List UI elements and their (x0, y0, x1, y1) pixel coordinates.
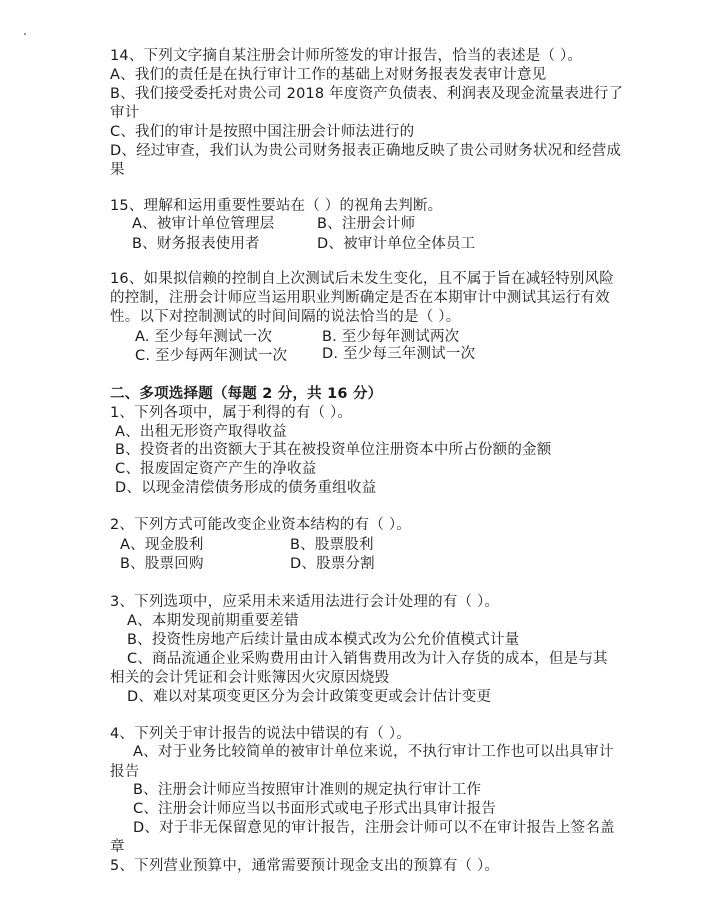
q16-stem: 16、如果拟信赖的控制自上次测试后未发生变化，且不属于旨在减轻特别风险 (110, 271, 614, 287)
q15-option-d: D、被审计单位全体员工 (317, 236, 476, 252)
mc-q4-stem: 4、下列关于审计报告的说法中错误的有（ ）。 (110, 726, 411, 742)
q14-option-d: D、经过审查，我们认为贵公司财务报表正确地反映了贵公司财务状况和经营成 (110, 143, 622, 159)
mc-q2-option-c: B、股票回购 (120, 556, 204, 572)
mc-q3-option-a: A、本期发现前期重要差错 (127, 613, 299, 629)
mc-q3-stem: 3、下列选项中，应采用未来适用法进行会计处理的有（ ）。 (110, 594, 500, 610)
q14-option-c: C、我们的审计是按照中国注册会计师法进行的 (110, 124, 415, 140)
scan-speck (24, 33, 26, 35)
q14-stem: 14、下列文字摘自某注册会计师所签发的审计报告，恰当的表述是（ ）。 (110, 48, 583, 64)
q14-option-a: A、我们的责任是在执行审计工作的基础上对财务报表发表审计意见 (110, 67, 547, 83)
q16-option-d: D. 至少每三年测试一次 (322, 346, 476, 362)
q14-option-b: B、我们接受委托对贵公司 2018 年度资产负债表、利润表及现金流量表进行了 (110, 86, 624, 102)
mc-q4-option-d: D、对于非无保留意见的审计报告，注册会计师可以不在审计报告上签名盖 (133, 820, 615, 836)
mc-q4-option-c: C、注册会计师应当以书面形式或电子形式出具审计报告 (133, 801, 497, 817)
mc-q2-stem: 2、下列方式可能改变企业资本结构的有（ ）。 (110, 517, 411, 533)
q16-stem-line3: 性。以下对控制测试的时间间隔的说法恰当的是（ ）。 (110, 309, 461, 325)
mc-q1-option-b: B、投资者的出资额大于其在被投资单位注册资本中所占份额的金额 (115, 442, 552, 458)
mc-q3-option-c: C、商品流通企业采购费用由计入销售费用改为计入存货的成本，但是与其 (127, 651, 608, 667)
mc-q1-option-c: C、报废固定资产产生的净收益 (115, 461, 317, 477)
mc-q1-option-a: A、出租无形资产取得收益 (115, 424, 287, 440)
mc-q2-option-b: B、股票股利 (290, 537, 374, 553)
mc-q4-option-b: B、注册会计师应当按照审计准则的规定执行审计工作 (133, 782, 482, 798)
q16-option-c: C. 至少每两年测试一次 (135, 348, 288, 364)
mc-q2-option-d: D、股票分割 (290, 556, 375, 572)
q16-option-a: A. 至少每年测试一次 (135, 329, 273, 345)
q16-stem-line2: 的控制，注册会计师应当运用职业判断确定是否在本期审计中测试其运行有效 (110, 290, 610, 306)
q16-option-b: B. 至少每年测试两次 (322, 329, 460, 345)
mc-q3-option-b: B、投资性房地产后续计量由成本模式改为公允价值模式计量 (127, 632, 520, 648)
q15-option-c: B、财务报表使用者 (132, 236, 260, 252)
mc-q3-option-c-continued: 相关的会计凭证和会计账簿因火灾原因烧毁 (110, 670, 390, 686)
q15-stem: 15、理解和运用重要性要站在（ ）的视角去判断。 (110, 198, 443, 214)
mc-q5-stem: 5、下列营业预算中，通常需要预计现金支出的预算有（ ）。 (110, 858, 500, 874)
section-heading-multiple-choice: 二、多项选择题（每题 2 分，共 16 分） (110, 386, 383, 402)
mc-q3-option-d: D、难以对某项变更区分为会计政策变更或会计估计变更 (127, 689, 492, 705)
mc-q4-option-d-continued: 章 (110, 839, 125, 855)
q15-option-a: A、被审计单位管理层 (132, 216, 275, 232)
q14-option-d-continued: 果 (110, 162, 125, 178)
mc-q4-option-a: A、对于业务比较简单的被审计单位来说，不执行审计工作也可以出具审计 (133, 744, 614, 760)
mc-q4-option-a-continued: 报告 (110, 764, 140, 780)
mc-q2-option-a: A、现金股利 (120, 537, 204, 553)
mc-q1-stem: 1、下列各项中，属于利得的有（ ）。 (110, 405, 353, 421)
q15-option-b: B、注册会计师 (317, 216, 416, 232)
mc-q1-option-d: D、以现金清偿债务形成的债务重组收益 (115, 480, 377, 496)
q14-option-b-continued: 审计 (110, 105, 140, 121)
